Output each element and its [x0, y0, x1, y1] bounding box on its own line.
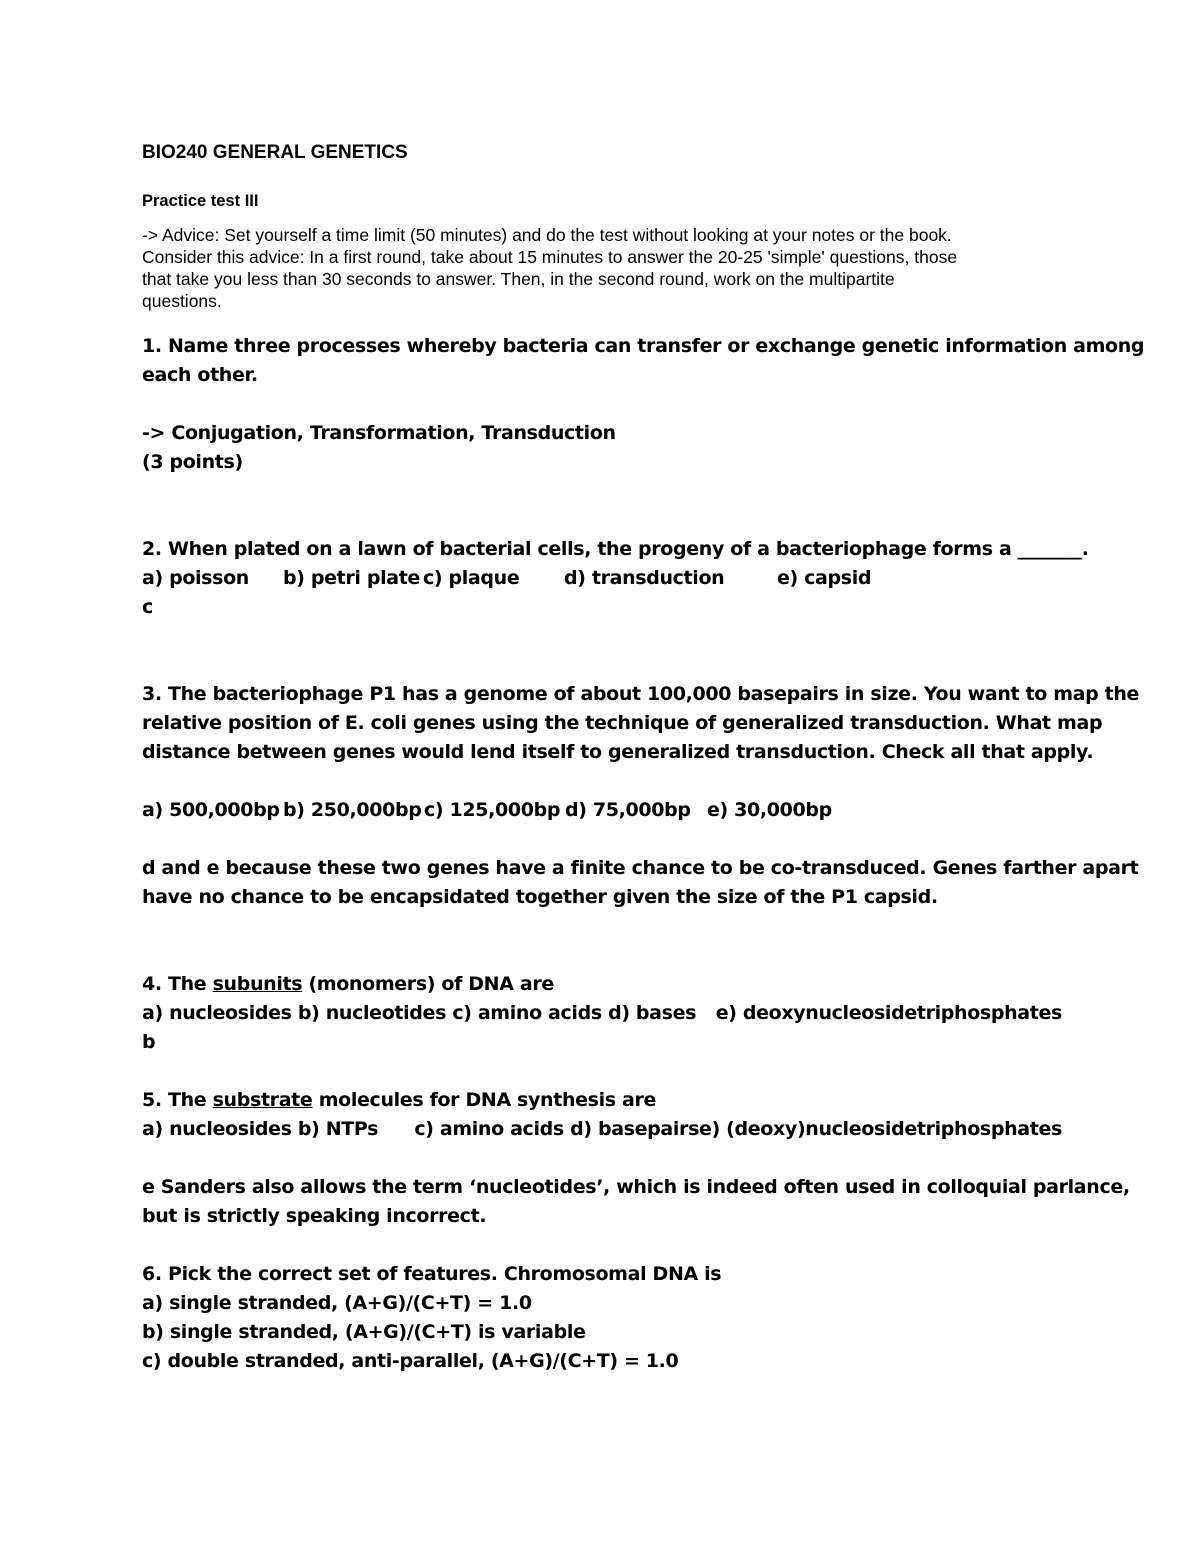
course-title: BIO240 GENERAL GENETICS: [142, 142, 408, 163]
advice-paragraph: [142, 224, 1062, 312]
question-text: relative position of E. coli genes using the technique of generalized transduction. What map: [142, 712, 1103, 734]
question-text: [142, 1086, 1062, 1115]
option-c: c) 125,000bp: [424, 799, 561, 821]
options-row: [142, 564, 1062, 593]
option-e: e) 30,000bp: [707, 799, 832, 821]
question-1: [142, 332, 1145, 477]
answer-text: e Sanders also allows the term ‘nucleotides’, which is indeed often used in colloquial parlance,: [142, 1176, 1130, 1198]
question-text: 1. Name three processes whereby bacteria can transfer or exchange genetic information among: [142, 335, 1145, 357]
question-3: [142, 680, 1140, 912]
options-row: [142, 1115, 1062, 1144]
question-text: 3. The bacteriophage P1 has a genome of about 100,000 basepairs in size. You want to map the: [142, 683, 1140, 705]
option-e: e) (deoxy)nucleosidetriphosphates: [699, 1118, 1062, 1140]
question-text: distance between genes would lend itself to generalized transduction. Check all that apply.: [142, 741, 1094, 763]
option-c: c) plaque: [423, 567, 520, 589]
option-b: b) petri plate: [283, 567, 420, 589]
option-d: d) basepairs: [570, 1118, 700, 1140]
question-text: 2. When plated on a lawn of bacterial cells, the progeny of a bacteriophage forms a _______.: [142, 538, 1089, 560]
advice-line: Consider this advice: In a first round, take about 15 minutes to answer the 20-25 'simple' questions, those: [142, 247, 958, 267]
option-c: c) amino acids: [452, 1002, 602, 1024]
question-2: [142, 535, 1089, 622]
option-c: c) double stranded, anti-parallel, (A+G)/(C+T) = 1.0: [142, 1350, 679, 1372]
underlined-term: substrate: [212, 1089, 313, 1111]
advice-line: that take you less than 30 seconds to answer. Then, in the second round, work on the multipartite: [142, 269, 895, 289]
answer-text: -> Conjugation, Transformation, Transduction: [142, 422, 616, 444]
question-suffix: (monomers) of DNA are: [302, 973, 554, 995]
option-a: a) nucleosides: [142, 1118, 292, 1140]
advice-line: questions.: [142, 291, 222, 311]
options-row: [142, 999, 1062, 1028]
question-4: [142, 970, 1062, 1057]
option-a: a) 500,000bp: [142, 799, 280, 821]
option-a: a) poisson: [142, 567, 249, 589]
option-b: b) nucleotides: [297, 1002, 447, 1024]
test-title: Practice test III: [142, 192, 259, 210]
underlined-term: subunits: [212, 973, 303, 995]
question-text: [142, 970, 1062, 999]
options-row: [142, 796, 1062, 825]
question-prefix: 4. The: [142, 973, 213, 995]
option-b: b) single stranded, (A+G)/(C+T) is variable: [142, 1321, 586, 1343]
option-d: d) 75,000bp: [565, 799, 691, 821]
answer-text: have no chance to be encapsidated together given the size of the P1 capsid.: [142, 886, 938, 908]
option-e: e) capsid: [777, 567, 872, 589]
questions: [142, 332, 1145, 1376]
answer-text: b: [142, 1031, 156, 1053]
option-d: d) transduction: [564, 567, 725, 589]
option-b: b) 250,000bp: [283, 799, 422, 821]
points-text: (3 points): [142, 451, 243, 473]
option-d: d) bases: [608, 1002, 697, 1024]
question-6: [142, 1260, 1062, 1376]
answer-text: d and e because these two genes have a finite chance to be co-transduced. Genes farther apart: [142, 857, 1139, 879]
question-suffix: molecules for DNA synthesis are: [312, 1089, 657, 1111]
question-5: [142, 1086, 1130, 1231]
option-e: e) deoxynucleosidetriphosphates: [715, 1002, 1062, 1024]
option-c: c) amino acids: [414, 1118, 564, 1140]
question-text: 6. Pick the correct set of features. Chromosomal DNA is: [142, 1263, 722, 1285]
option-b: b) NTPs: [297, 1118, 379, 1140]
question-prefix: 5. The: [142, 1089, 213, 1111]
option-a: a) nucleosides: [142, 1002, 292, 1024]
document-page: [142, 138, 1145, 1376]
advice-line: -> Advice: Set yourself a time limit (50 minutes) and do the test without looking at your notes or the book.: [142, 225, 952, 245]
answer-text: but is strictly speaking incorrect.: [142, 1205, 487, 1227]
answer-text: c: [142, 596, 153, 618]
option-a: a) single stranded, (A+G)/(C+T) = 1.0: [142, 1292, 532, 1314]
question-text: each other.: [142, 364, 258, 386]
